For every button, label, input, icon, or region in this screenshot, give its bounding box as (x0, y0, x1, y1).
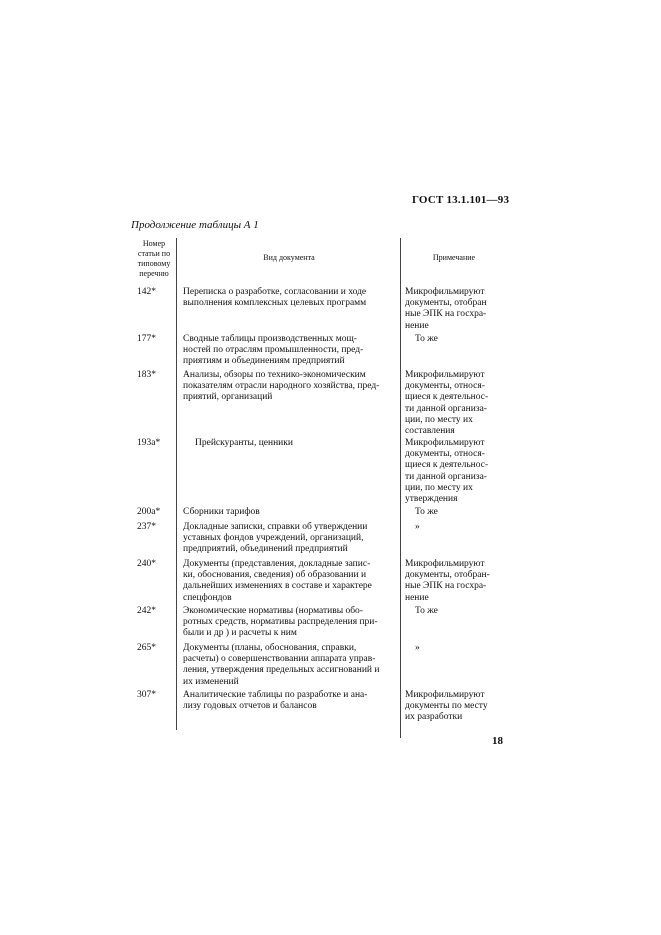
header-document-type: Вид документа (263, 253, 315, 262)
row-note: Микрофильмируют документы, относя- щиеся к деятельнос- ти данной организа- ции, по месту их составления (405, 370, 489, 437)
row-number: 200а* (137, 507, 161, 517)
row-note: Микрофильмируют документы, отобран ные ЭПК на госхра- нение (405, 287, 487, 331)
row-number: 307* (137, 690, 156, 700)
header-note: Примечание (432, 253, 476, 262)
row-number: 177* (137, 334, 156, 344)
table-caption: Продолжение таблицы А 1 (131, 219, 259, 231)
row-note: Микрофильмируют документы по месту их разработки (405, 690, 488, 723)
row-note: То же (415, 507, 438, 517)
row-note: Микрофильмируют документы, относя- щиеся к деятельнос- ти данной организа- ции, по месту их утверждения (405, 438, 489, 505)
row-document: Документы (представления, докладные запис- ки, обоснования, сведения) об образовании и дальнейших изменениях в составе и характере спецфондов (183, 559, 372, 603)
row-document: Документы (планы, обоснования, справки, расчеты) о совершенствовании аппарата управ- ления, утверждения предельных ассигнований и их изменений (183, 643, 380, 687)
row-number: 242* (137, 606, 156, 616)
row-document: Экономические нормативы (нормативы обо- ротных средств, нормативы распределения при- были и др ) и расчеты к ним (183, 606, 378, 639)
column-divider-left (176, 238, 177, 730)
row-number: 240* (137, 559, 156, 569)
row-document: Переписка о разработке, согласовании и ходе выполнения комплексных целевых программ (183, 287, 367, 309)
row-note: Микрофильмируют документы, отобран- ные ЭПК на госхра- нение (405, 559, 490, 603)
page-number: 18 (492, 735, 503, 747)
row-number: 183* (137, 370, 156, 380)
row-note: » (415, 522, 420, 532)
row-number: 193а* (137, 438, 161, 448)
standard-designation: ГОСТ 13.1.101—93 (412, 194, 510, 206)
row-number: 142* (137, 287, 156, 297)
row-note: То же (415, 606, 438, 616)
row-note: » (415, 643, 420, 653)
row-document: Анализы, обзоры по технико-экономическим показателям отрасли народного хозяйства, пред- приятий, организаций (183, 370, 380, 403)
row-note: То же (415, 334, 438, 344)
row-document: Сборники тарифов (183, 507, 260, 517)
row-document: Сводные таблицы производственных мощ- ностей по отраслям промышленности, пред- приятиям и объединениям предприятий (183, 334, 364, 367)
row-document: Прейскуранты, ценники (195, 438, 293, 448)
row-number: 237* (137, 522, 156, 532)
row-document: Докладные записки, справки об утверждении уставных фондов учреждений, организаций, предприятий, объединений предприятий (183, 522, 368, 555)
row-number: 265* (137, 643, 156, 653)
header-number: Номер статьи по типовому перечню (137, 239, 171, 278)
row-document: Аналитические таблицы по разработке и ана- лизу годовых отчетов и балансов (183, 690, 368, 712)
